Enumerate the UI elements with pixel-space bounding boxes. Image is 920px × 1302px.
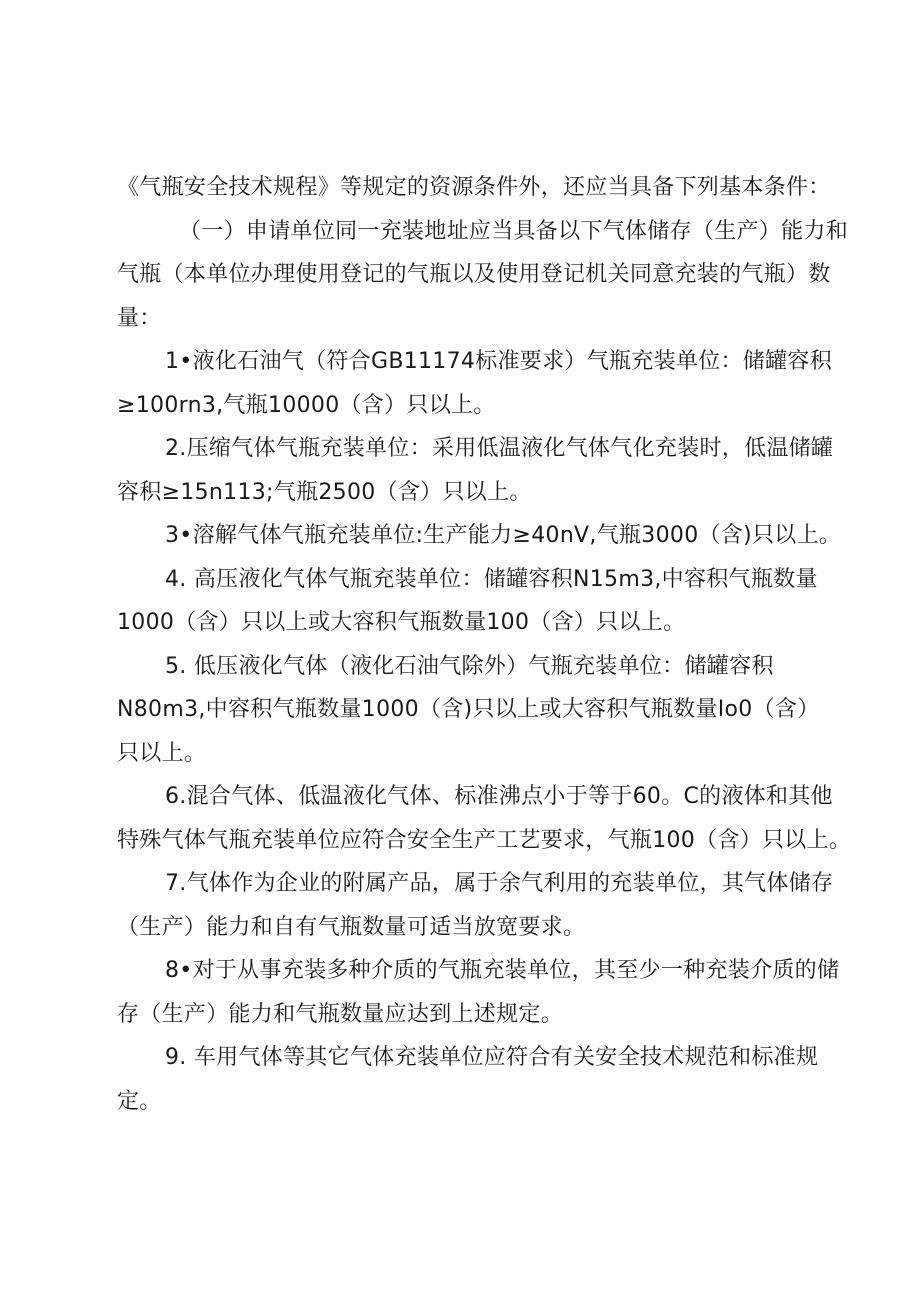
- item-1-paragraph: [117, 340, 833, 427]
- text-line: 3•溶解气体气瓶充装单位:生产能力≥40nV,气瓶3000（含)只以上。: [165, 523, 842, 548]
- item-5-paragraph: [117, 645, 823, 776]
- text-line: 6.混合气体、低温液化气体、标准沸点小于等于60。C的液体和其他: [165, 784, 833, 809]
- text-line: 5. 低压液化气体（液化石油气除外）气瓶充装单位：储罐容积: [165, 653, 774, 679]
- text-line: 1000（含）只以上或大容积气瓶数量100（含）只以上。: [117, 610, 686, 635]
- text-line: ≥100rn3,气瓶10000（含）只以上。: [117, 392, 496, 418]
- item-3-paragraph: [117, 514, 842, 558]
- text-line: 2.压缩气体气瓶充装单位：采用低温液化气体气化充装时，低温储罐: [165, 436, 834, 461]
- text-line: 容积≥15n113;气瓶2500（含）只以上。: [117, 479, 532, 505]
- text-line: 特殊气体气瓶充装单位应符合安全生产工艺要求，气瓶100（含）只以上。: [117, 827, 852, 853]
- item-6-paragraph: [117, 775, 852, 862]
- text-line: 4. 高压液化气体气瓶充装单位：储罐容积N15m3,中容积气瓶数量: [165, 566, 818, 592]
- text-line: 定。: [117, 1088, 162, 1114]
- text-line: 1•液化石油气（符合GB11174标准要求）气瓶充装单位：储罐容积: [165, 349, 833, 374]
- text-line: N80m3,中容积气瓶数量1000（含)只以上或大容积气瓶数量Io0（含）: [117, 697, 820, 722]
- item-8-paragraph: [117, 949, 840, 1036]
- text-line: 量：: [117, 305, 162, 331]
- text-line: （生产）能力和自有气瓶数量可适当放宽要求。: [117, 914, 586, 940]
- intro-paragraph: [117, 166, 831, 210]
- section-1-paragraph: [117, 210, 849, 341]
- text-line: 8•对于从事充装多种介质的气瓶充装单位，其至少一种充装介质的储: [165, 958, 840, 983]
- text-line: 只以上。: [117, 740, 207, 766]
- item-7-paragraph: [117, 862, 834, 949]
- text-line: 存（生产）能力和气瓶数量应达到上述规定。: [117, 1001, 564, 1027]
- item-4-paragraph: [117, 558, 823, 645]
- item-9-paragraph: [117, 1036, 823, 1123]
- item-2-paragraph: [117, 427, 834, 514]
- text-line: 9. 车用气体等其它气体充装单位应符合有关安全技术规范和标准规: [165, 1045, 819, 1070]
- text-line: 7.气体作为企业的附属产品，属于余气利用的充装单位，其气体储存: [165, 871, 834, 896]
- text-line: （一）申请单位同一充装地址应当具备以下气体储存（生产）能力和: [179, 218, 849, 244]
- text-line: 气瓶（本单位办理使用登记的气瓶以及使用登记机关同意充装的气瓶）数: [117, 262, 831, 287]
- text-line: 《气瓶安全技术规程》等规定的资源条件外，还应当具备下列基本条件：: [117, 175, 831, 200]
- document-body: [117, 166, 852, 1123]
